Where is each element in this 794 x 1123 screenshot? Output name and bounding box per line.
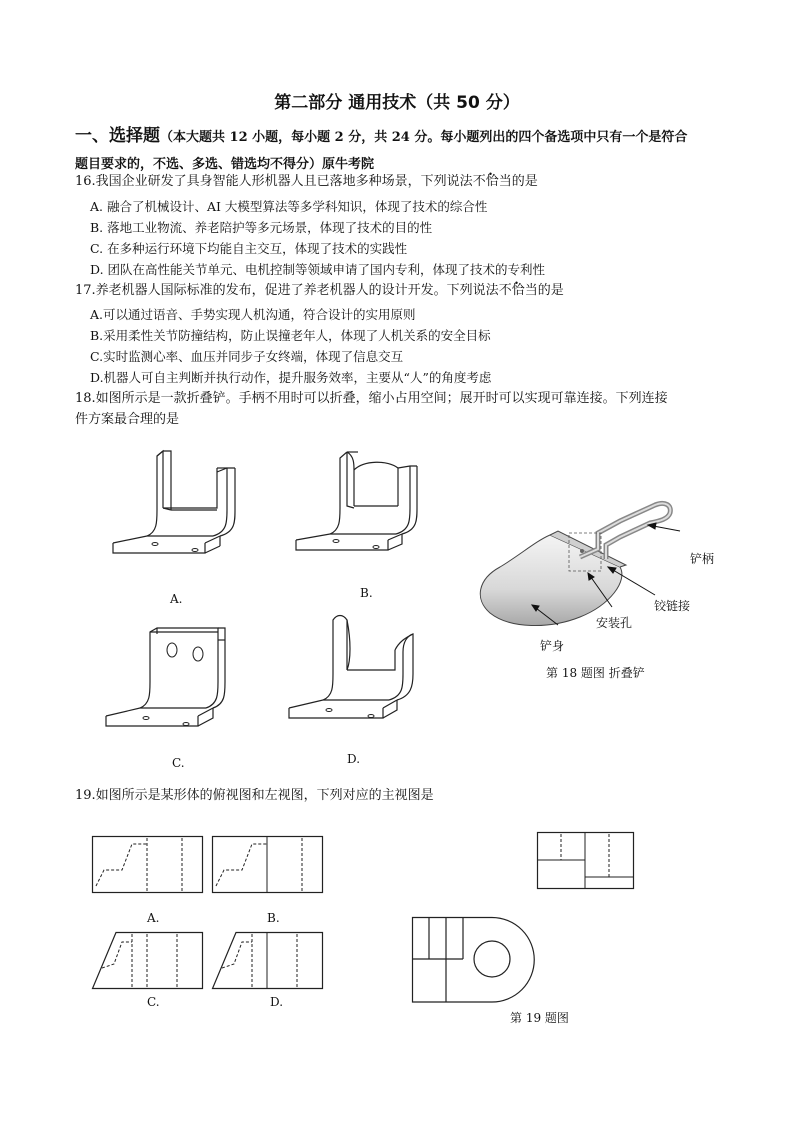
q19-label-d: D.: [270, 995, 284, 1009]
q19-left-view: [537, 832, 635, 890]
q19-option-d-figure: [212, 932, 324, 990]
q19-option-c-figure: [92, 932, 204, 990]
q16-option-b: B. 落地工业物流、养老陪护等多元场景，体现了技术的目的性: [90, 220, 433, 235]
q16-option-d: D. 团队在高性能关节单元、电机控制等领域申请了国内专利，体现了技术的专利性: [90, 262, 546, 277]
q17-option-a: A.可以通过语音、手势实现人机沟通，符合设计的实用原则: [90, 307, 416, 322]
q19-stem: 19.如图所示是某形体的俯视图和左视图，下列对应的主视图是: [75, 788, 434, 803]
label-handle: 铲柄: [690, 552, 715, 566]
q18-option-d-figure: [285, 610, 435, 735]
label-hinge: 铰链接: [654, 599, 691, 613]
q17-option-d: D.机器人可自主判断并执行动作，提升服务效率，主要从“人”的角度考虑: [90, 370, 492, 385]
q19-label-b: B.: [267, 911, 280, 925]
q18-stem-line2: 件方案最合理的是: [75, 412, 180, 427]
q16-stem-text: 16.我国企业研发了具身智能人形机器人且已落地多种场景，下列说法: [75, 174, 473, 189]
q18-label-b: B.: [360, 586, 373, 600]
q17-option-b: B.采用柔性关节防撞结构，防止误撞老年人，体现了人机关系的安全目标: [90, 328, 491, 343]
q18-option-a-figure: [105, 448, 255, 568]
q17-option-c: C.实时监测心率、血压并同步子女终端，体现了信息交互: [90, 349, 404, 364]
q16-option-c: C. 在多种运行环境下均能自主交互，体现了技术的实践性: [90, 241, 408, 256]
q18-stem-line1: 18.如图所示是一款折叠铲。手柄不用时可以折叠，缩小占用空间；展开时可以实现可靠连接。下列连接: [75, 391, 668, 406]
section-instructions-2: 题目要求的，不选、多选、错选均不得分）原牛考院: [75, 157, 375, 172]
q18-label-a: A.: [170, 592, 183, 606]
q18-label-c: C.: [172, 756, 185, 770]
q19-option-a-figure: [92, 836, 204, 894]
q16-stem: [75, 172, 735, 192]
q16-emphasis: 不恰当: [472, 174, 512, 189]
label-mounting-hole: 安装孔: [596, 616, 633, 630]
q18-caption: 第 18 题图 折叠铲: [546, 666, 645, 680]
folding-shovel-figure: [470, 495, 720, 655]
q19-label-a: A.: [147, 911, 160, 925]
q16-stem-end: 的是: [511, 174, 538, 189]
q19-label-c: C.: [147, 995, 160, 1009]
q18-option-c-figure: [100, 620, 250, 745]
page-title: 第二部分 通用技术（共 50 分）: [274, 93, 520, 113]
q18-option-b-figure: [292, 448, 442, 568]
q18-label-d: D.: [347, 752, 361, 766]
q16-option-a: A. 融合了机械设计、AI 大模型算法等多学科知识，体现了技术的综合性: [90, 199, 488, 214]
q17-stem-end: 的是: [537, 283, 564, 298]
section-title: 一、选择题: [75, 126, 160, 146]
q19-option-b-figure: [212, 836, 324, 894]
section-heading: [75, 123, 735, 178]
q17-stem: [75, 281, 735, 301]
q19-caption: 第 19 题图: [510, 1011, 569, 1025]
label-shovel-body: 铲身: [540, 639, 565, 653]
q19-top-view: [412, 917, 537, 1007]
q17-stem-text: 17.养老机器人国际标准的发布，促进了养老机器人的设计开发。下列说法: [75, 283, 499, 298]
q17-emphasis: 不恰当: [498, 283, 538, 298]
section-instructions-1: （本大题共 12 小题，每小题 2 分，共 24 分。每小题列出的四个备选项中只有一个是符合: [160, 130, 688, 145]
